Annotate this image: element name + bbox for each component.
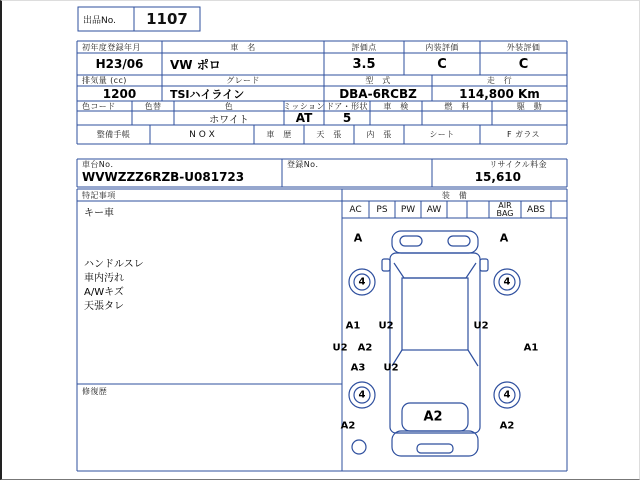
transmission-label: ミッション	[283, 101, 325, 111]
wheel-grade: 4	[503, 276, 511, 288]
damage-code: U2	[473, 320, 489, 332]
color-label: 色	[224, 101, 234, 111]
recycle-fee-label: リサイクル料金	[489, 159, 547, 169]
front-glass-label: F ガラス	[507, 130, 540, 139]
doors-value: 5	[342, 111, 352, 125]
notes-header: 特記事項	[82, 190, 116, 200]
key-note: キー車	[84, 208, 114, 219]
chassis-no-value: WVWZZZ6RZB-U081723	[82, 170, 245, 184]
exterior-grade-label: 外装評価	[506, 42, 541, 52]
inspection-label: 車 検	[383, 101, 409, 111]
history-label: 車 歴	[266, 130, 292, 139]
model-code-label: 型 式	[365, 76, 391, 85]
damage-code-rear-center: A2	[423, 409, 443, 425]
score-label: 評価点	[351, 42, 377, 52]
note-item: 車内汚れ	[84, 273, 124, 284]
exterior-grade-value: C	[518, 56, 529, 72]
chassis-no-label: 車台No．	[82, 159, 119, 169]
damage-code: A1	[523, 342, 539, 354]
equipment-cell: AC	[349, 204, 362, 215]
damage-code: A	[353, 231, 363, 245]
damage-code: A	[499, 231, 509, 245]
damage-code: A1	[345, 320, 361, 332]
grade-value: TSIハイライン	[170, 87, 245, 101]
equipment-cell: PW	[400, 204, 416, 215]
repair-history-label: 修復歴	[82, 386, 108, 396]
damage-code: A3	[350, 362, 366, 374]
fuel-label: 燃 料	[444, 101, 470, 111]
damage-code: U2	[332, 342, 348, 354]
wheel-grade: 4	[503, 389, 511, 401]
drive-label: 駆 動	[516, 101, 543, 111]
damage-code: U2	[383, 362, 399, 374]
damage-code: A2	[499, 420, 515, 432]
equipment-cell: AW	[426, 204, 442, 215]
note-item: 天張タレ	[84, 301, 124, 312]
displacement-label: 排気量 (cc)	[82, 76, 127, 85]
auction-no-value: 1107	[146, 10, 188, 28]
score-value: 3.5	[352, 56, 376, 72]
color-value: ホワイト	[209, 114, 249, 126]
maintenance-book-label: 整備手帳	[96, 130, 131, 139]
first-registration-label: 初年度登録年月	[82, 42, 141, 52]
damage-code: U2	[378, 320, 394, 332]
auction-no-label: 出品No.	[83, 15, 116, 26]
equipment-cell	[467, 201, 489, 218]
transmission-value: AT	[295, 111, 313, 125]
car-name-value: VW ポロ	[170, 57, 221, 72]
wheel-grade: 4	[358, 276, 366, 288]
equipment-cell	[551, 201, 567, 218]
headliner-label: 天 張	[316, 130, 342, 139]
seat-label: シート	[429, 130, 455, 139]
wheel-grade: 4	[358, 389, 366, 401]
model-code-value: DBA-6RCBZ	[339, 86, 417, 101]
lining-label: 内 張	[366, 130, 392, 139]
displacement-value: 1200	[102, 86, 137, 101]
note-item: ハンドルスレ	[84, 259, 144, 270]
equipment-cell: PS	[376, 204, 388, 215]
first-registration-value: H23/06	[95, 57, 144, 71]
mileage-value: 114,800 Km	[459, 86, 540, 101]
equipment-cell-airbag: AIR BAG	[496, 200, 514, 218]
color-change-label: 色替	[144, 101, 162, 111]
damage-code: A2	[340, 420, 356, 432]
grade-label: グレード	[226, 76, 260, 85]
interior-grade-value: C	[437, 56, 447, 72]
equipment-cell: ABS	[527, 204, 545, 215]
recycle-fee-value: 15,610	[474, 170, 521, 184]
damage-code: A2	[357, 342, 373, 354]
doors-label: ドア・形状	[326, 101, 368, 111]
note-item: A/Wキズ	[84, 287, 124, 298]
car-name-label: 車 名	[230, 42, 256, 52]
equipment-cell	[447, 201, 467, 218]
reg-no-label: 登録No．	[287, 159, 324, 169]
equipment-header: 装 備	[441, 190, 468, 200]
color-code-label: 色コード	[82, 101, 116, 111]
interior-grade-label: 内装評価	[425, 42, 459, 52]
mileage-label: 走 行	[486, 76, 513, 85]
nox-label: N O X	[189, 129, 215, 140]
